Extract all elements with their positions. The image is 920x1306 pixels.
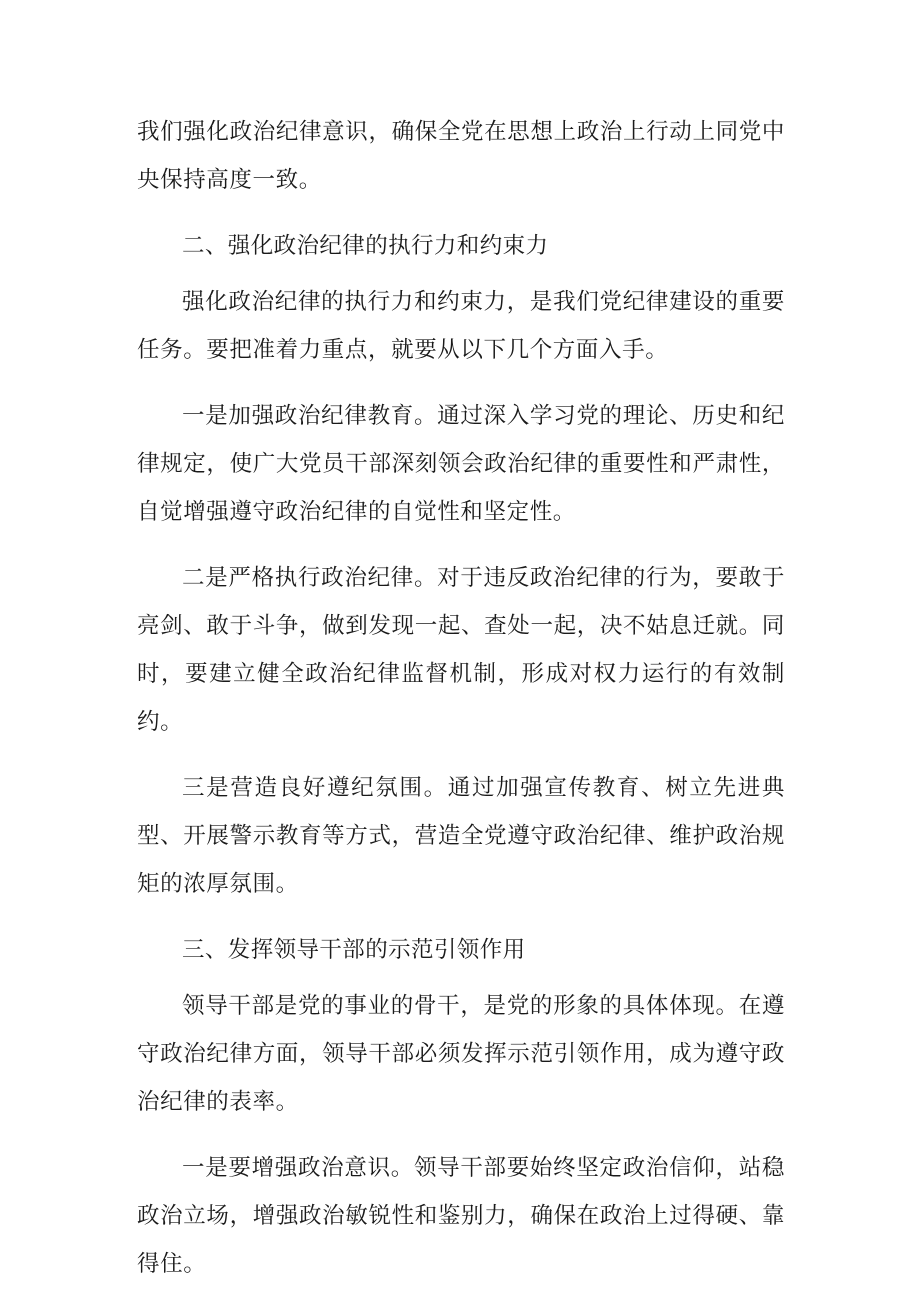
paragraph: 一是要增强政治意识。领导干部要始终坚定政治信仰，站稳政治立场，增强政治敏锐性和鉴别力，确保在政治上过得硬、靠得住。 [137, 1155, 785, 1277]
paragraph: 三是营造良好遵纪氛围。通过加强宣传教育、树立先进典型、开展警示教育等方式，营造全党遵守政治纪律、维护政治规矩的浓厚氛围。 [137, 775, 785, 897]
paragraph: 强化政治纪律的执行力和约束力，是我们党纪律建设的重要任务。要把准着力重点，就要从以下几个方面入手。 [137, 289, 785, 363]
document-body [137, 108, 785, 1306]
paragraph: 二是严格执行政治纪律。对于违反政治纪律的行为，要敢于亮剑、敢于斗争，做到发现一起、查处一起，决不姑息迁就。同时，要建立健全政治纪律监督机制，形成对权力运行的有效制约。 [137, 565, 785, 735]
paragraph-continued: 我们强化政治纪律意识，确保全党在思想上政治上行动上同党中央保持高度一致。 [137, 119, 785, 193]
section-heading-2: 二、强化政治纪律的执行力和约束力 [182, 233, 549, 259]
paragraph: 一是加强政治纪律教育。通过深入学习党的理论、历史和纪律规定，使广大党员干部深刻领会政治纪律的重要性和严肃性，自觉增强遵守政治纪律的自觉性和坚定性。 [137, 403, 785, 525]
section-heading-3: 三、发挥领导干部的示范引领作用 [182, 937, 526, 963]
paragraph: 领导干部是党的事业的骨干，是党的形象的具体体现。在遵守政治纪律方面，领导干部必须发挥示范引领作用，成为遵守政治纪律的表率。 [137, 993, 785, 1115]
